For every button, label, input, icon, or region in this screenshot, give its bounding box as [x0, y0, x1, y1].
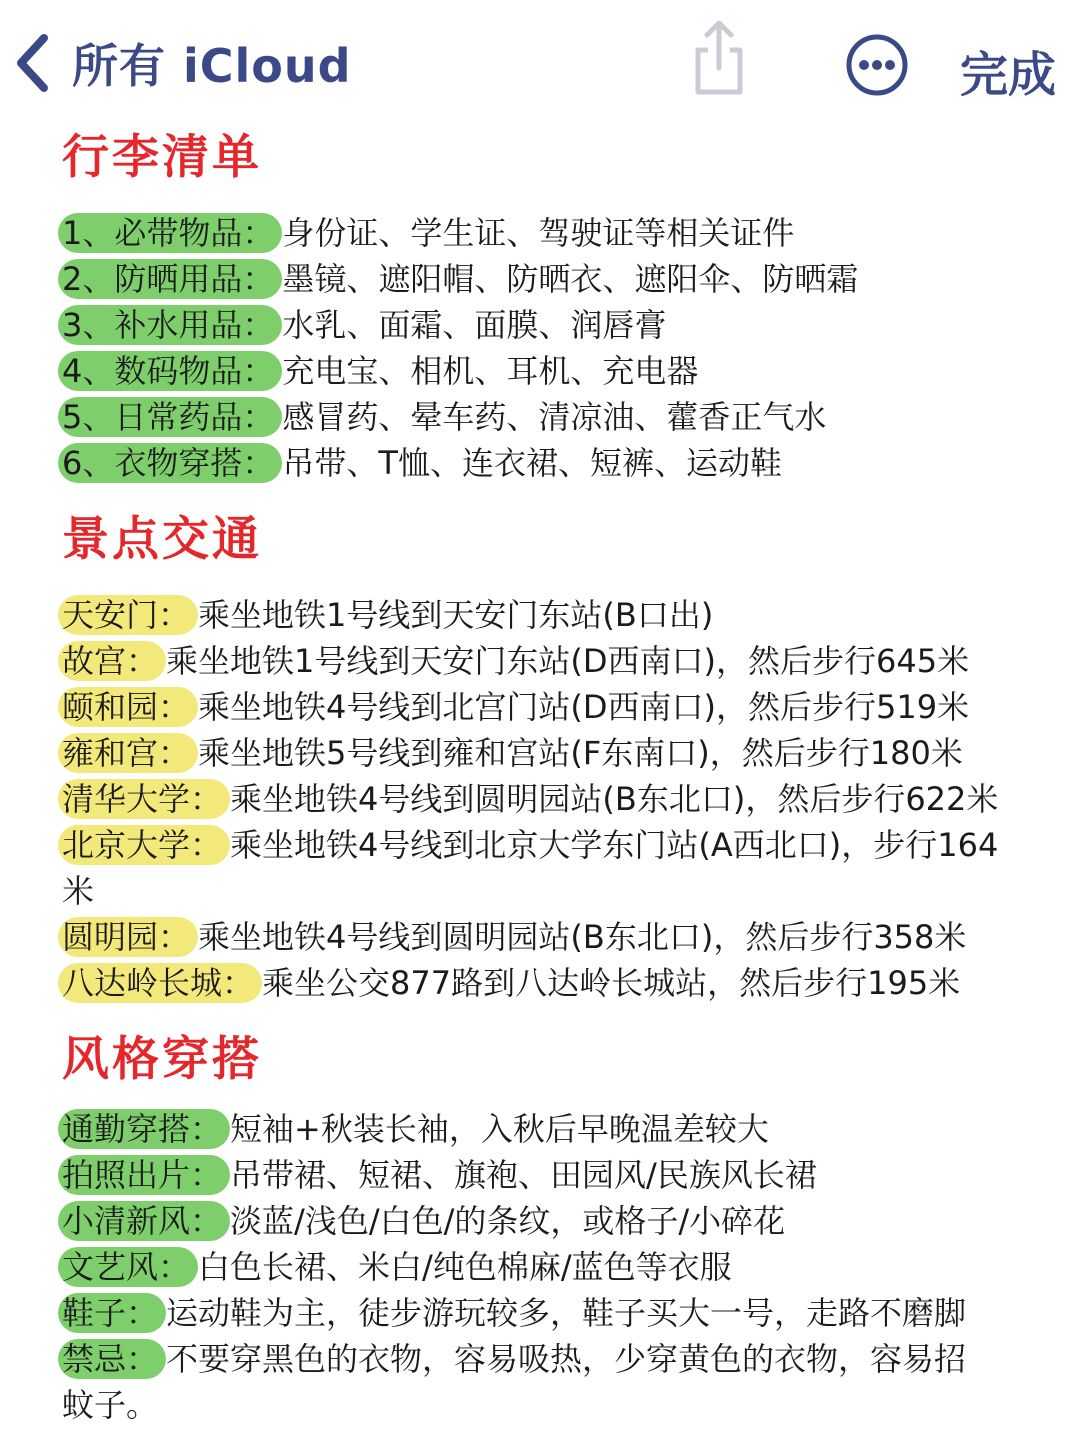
- item-text: 不要穿黑色的衣物，容易吸热，少穿黄色的衣物，容易招: [166, 1340, 967, 1378]
- item-text: 水乳、面霜、面膜、润唇膏: [282, 306, 667, 344]
- item-label: 鞋子：: [58, 1293, 166, 1333]
- list-item: [62, 1106, 1032, 1152]
- list-item: [62, 960, 1032, 1006]
- list-item: [62, 730, 1032, 776]
- item-label: 天安门：: [58, 595, 198, 635]
- item-label: 通勤穿搭：: [58, 1109, 230, 1149]
- item-label: 八达岭长城：: [58, 963, 262, 1003]
- section-title-transport: 景点交通: [62, 512, 262, 567]
- item-text-continuation: 米: [62, 872, 95, 910]
- list-item: [62, 302, 1032, 348]
- list-item: [62, 210, 1032, 256]
- item-label: 圆明园：: [58, 917, 198, 957]
- item-text-continuation: 蚊子。: [62, 1386, 159, 1424]
- list-item: [62, 348, 1032, 394]
- item-label: 1、必带物品：: [58, 213, 282, 253]
- item-label: 雍和宫：: [58, 733, 198, 773]
- more-icon: [845, 82, 909, 101]
- back-button[interactable]: [14, 30, 352, 96]
- list-item: [62, 914, 1032, 960]
- back-label: 所有 iCloud: [72, 39, 352, 93]
- item-label: 5、日常药品：: [58, 397, 282, 437]
- list-item: [62, 1198, 1032, 1244]
- item-text: 短袖+秋装长袖，入秋后早晚温差较大: [230, 1110, 769, 1148]
- item-text: 身份证、学生证、驾驶证等相关证件: [282, 214, 795, 252]
- item-label: 禁忌：: [58, 1339, 166, 1379]
- list-item: [62, 1244, 1032, 1290]
- item-label: 文艺风：: [58, 1247, 198, 1287]
- item-label: 3、补水用品：: [58, 305, 282, 345]
- item-text: 白色长裙、米白/纯色棉麻/蓝色等衣服: [198, 1248, 732, 1286]
- list-item: [62, 638, 1032, 684]
- item-text: 充电宝、相机、耳机、充电器: [282, 352, 699, 390]
- item-text: 吊带、T恤、连衣裙、短裤、运动鞋: [282, 444, 782, 482]
- list-item: [62, 776, 1032, 822]
- list-item: [62, 440, 1032, 486]
- list-item: [62, 1290, 1032, 1336]
- item-label: 北京大学：: [58, 825, 230, 865]
- list-item: [62, 684, 1032, 730]
- item-label: 小清新风：: [58, 1201, 230, 1241]
- list-item: [62, 394, 1032, 440]
- item-text: 吊带裙、短裙、旗袍、田园风/民族风长裙: [230, 1156, 817, 1194]
- item-text: 乘坐地铁5号线到雍和宫站(F东南口)，然后步行180米: [198, 734, 963, 772]
- list-item: [62, 592, 1032, 638]
- item-label: 故宫：: [58, 641, 166, 681]
- item-text: 乘坐地铁4号线到圆明园站(B东北口)，然后步行622米: [230, 780, 999, 818]
- item-text: 墨镜、遮阳帽、防晒衣、遮阳伞、防晒霜: [282, 260, 859, 298]
- done-button[interactable]: 完成: [960, 47, 1057, 103]
- item-label: 清华大学：: [58, 779, 230, 819]
- item-label: 6、衣物穿搭：: [58, 443, 282, 483]
- section-title-packing: 行李清单: [62, 130, 262, 185]
- section-title-style: 风格穿搭: [62, 1032, 262, 1087]
- item-text: 乘坐地铁4号线到北京大学东门站(A西北口)，步行164: [230, 826, 999, 864]
- item-label: 4、数码物品：: [58, 351, 282, 391]
- list-item: [62, 1336, 1032, 1382]
- more-options-button[interactable]: [845, 33, 909, 97]
- list-item: [62, 1152, 1032, 1198]
- chevron-left-icon: [14, 32, 50, 94]
- item-label: 拍照出片：: [58, 1155, 230, 1195]
- share-button[interactable]: [690, 18, 748, 98]
- item-label: 2、防晒用品：: [58, 259, 282, 299]
- item-label: 颐和园：: [58, 687, 198, 727]
- share-icon: [690, 83, 748, 102]
- item-text: 淡蓝/浅色/白色/的条纹，或格子/小碎花: [230, 1202, 786, 1240]
- item-text: 乘坐公交877路到八达岭长城站，然后步行195米: [262, 964, 961, 1002]
- list-item: [62, 256, 1032, 302]
- nav-bar: [0, 0, 1080, 120]
- item-text: 感冒药、晕车药、清凉油、藿香正气水: [282, 398, 827, 436]
- item-text: 乘坐地铁4号线到北宫门站(D西南口)，然后步行519米: [198, 688, 970, 726]
- item-text: 乘坐地铁4号线到圆明园站(B东北口)，然后步行358米: [198, 918, 967, 956]
- list-item: [62, 822, 1032, 868]
- item-text: 运动鞋为主，徒步游玩较多，鞋子买大一号，走路不磨脚: [166, 1294, 967, 1332]
- item-text: 乘坐地铁1号线到天安门东站(B口出): [198, 596, 714, 634]
- item-text: 乘坐地铁1号线到天安门东站(D西南口)，然后步行645米: [166, 642, 970, 680]
